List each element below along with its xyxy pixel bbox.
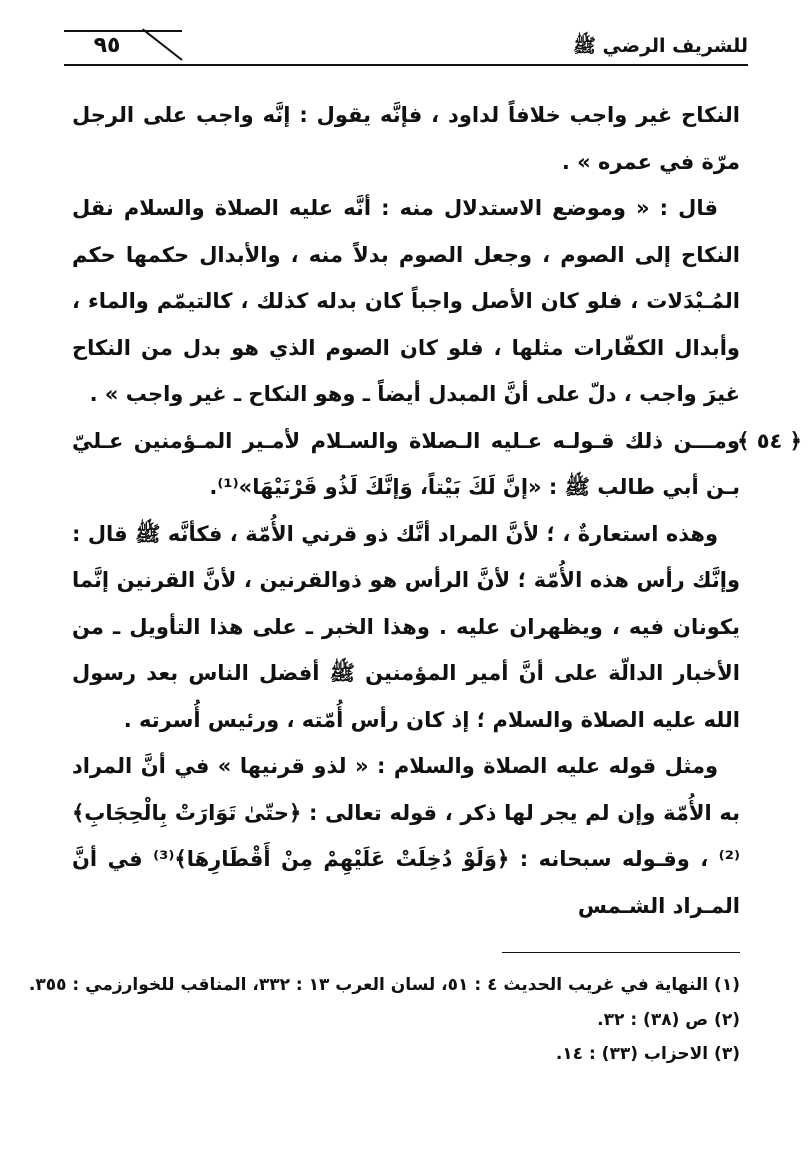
- running-head: للشريف الرضي ﷺ: [572, 35, 748, 57]
- paragraph-5: ومثل قوله عليه الصلاة والسلام : « لذو قرنيها » في أنَّ المراد به الأُمّة وإن لم يجر لها ذكر ، قوله تعالى : ﴿حتّىٰ تَوَارَتْ بِالْحِجَابِ﴾⁽²⁾ ، وقـوله سبحانه : ﴿وَلَوْ دُخِلَتْ عَلَيْهِمْ مِنْ أَقْطَارِهَا﴾⁽³⁾ في أنَّ المـراد الشـمس: [72, 754, 740, 918]
- footnote-2: (٢) ص (٣٨) : ٣٢.: [597, 1009, 740, 1030]
- main-text: [72, 92, 802, 929]
- paragraph-2: قال : « وموضع الاستدلال منه : أنَّه عليه الصلاة والسلام نقل النكاح إلى الصوم ، وجعل الصوم بدلاً منه ، والأبدال حكمها حكم المُـبْدَلات ، فلو كان الأصل واجباً كان بدله كذلك ، كالتيمّم والماء ، وأبدال الكفّارات مثلها ، فلو كان الصوم الذي هو بدل من النكاح غيرَ واجب ، دلّ على أنَّ المبدل أيضاً ـ وهو النكاح ـ غير واجب » .: [72, 196, 740, 406]
- paragraph-1: النكاح غير واجب خلافاً لداود ، فإنَّه يقول : إنَّه واجب على الرجل مرّة في عمره » .: [72, 103, 740, 174]
- footnote-rule: [502, 952, 740, 953]
- footnote-1: (١) النهاية في غريب الحديث ٤ : ٥١، لسان العرب ١٣ : ٣٣٢، المناقب للخوارزمي : ٣٥٥.: [28, 975, 740, 995]
- paragraph-4: وهذه استعارةٌ ، ؛ لأنَّ المراد أنَّك ذو قرني الأُمّة ، فكأنَّه ﷺ قال : وإنَّك رأس هذه الأُمّة ؛ لأنَّ الرأس هو ذوالقرنين ، لأنَّ القرنين إنَّما يكونان فيه ، ويظهران عليه . وهذا الخبر ـ على هذا التأويل ـ من الأخبار الدالّة على أنَّ أمير المؤمنين ﷺ أفضل الناس بعد رسول الله عليه الصلاة والسلام ؛ إذ كان رأس أُمّته ، ورئيس أُسرته .: [72, 521, 740, 732]
- footnote-3: (٣) الاحزاب (٣٣) : ١٤.: [555, 1044, 740, 1064]
- page-number: ٩٥: [93, 33, 121, 58]
- paragraph-3: [72, 418, 802, 511]
- entry-number: ﴿ ٥٤ ﴾: [737, 428, 802, 453]
- footnotes: [28, 968, 740, 1072]
- paragraph-3-text: ومـــن ذلك قـولـه عـليه الـصلاة والسـلام لأمـير المـؤمنين عـليّ بـن أبي طالب ﷺ : «إنَّ لَكَ بَيْتاً، وَإنَّكَ لَذُو قَرْنَيْهَا»⁽¹⁾.: [72, 428, 740, 499]
